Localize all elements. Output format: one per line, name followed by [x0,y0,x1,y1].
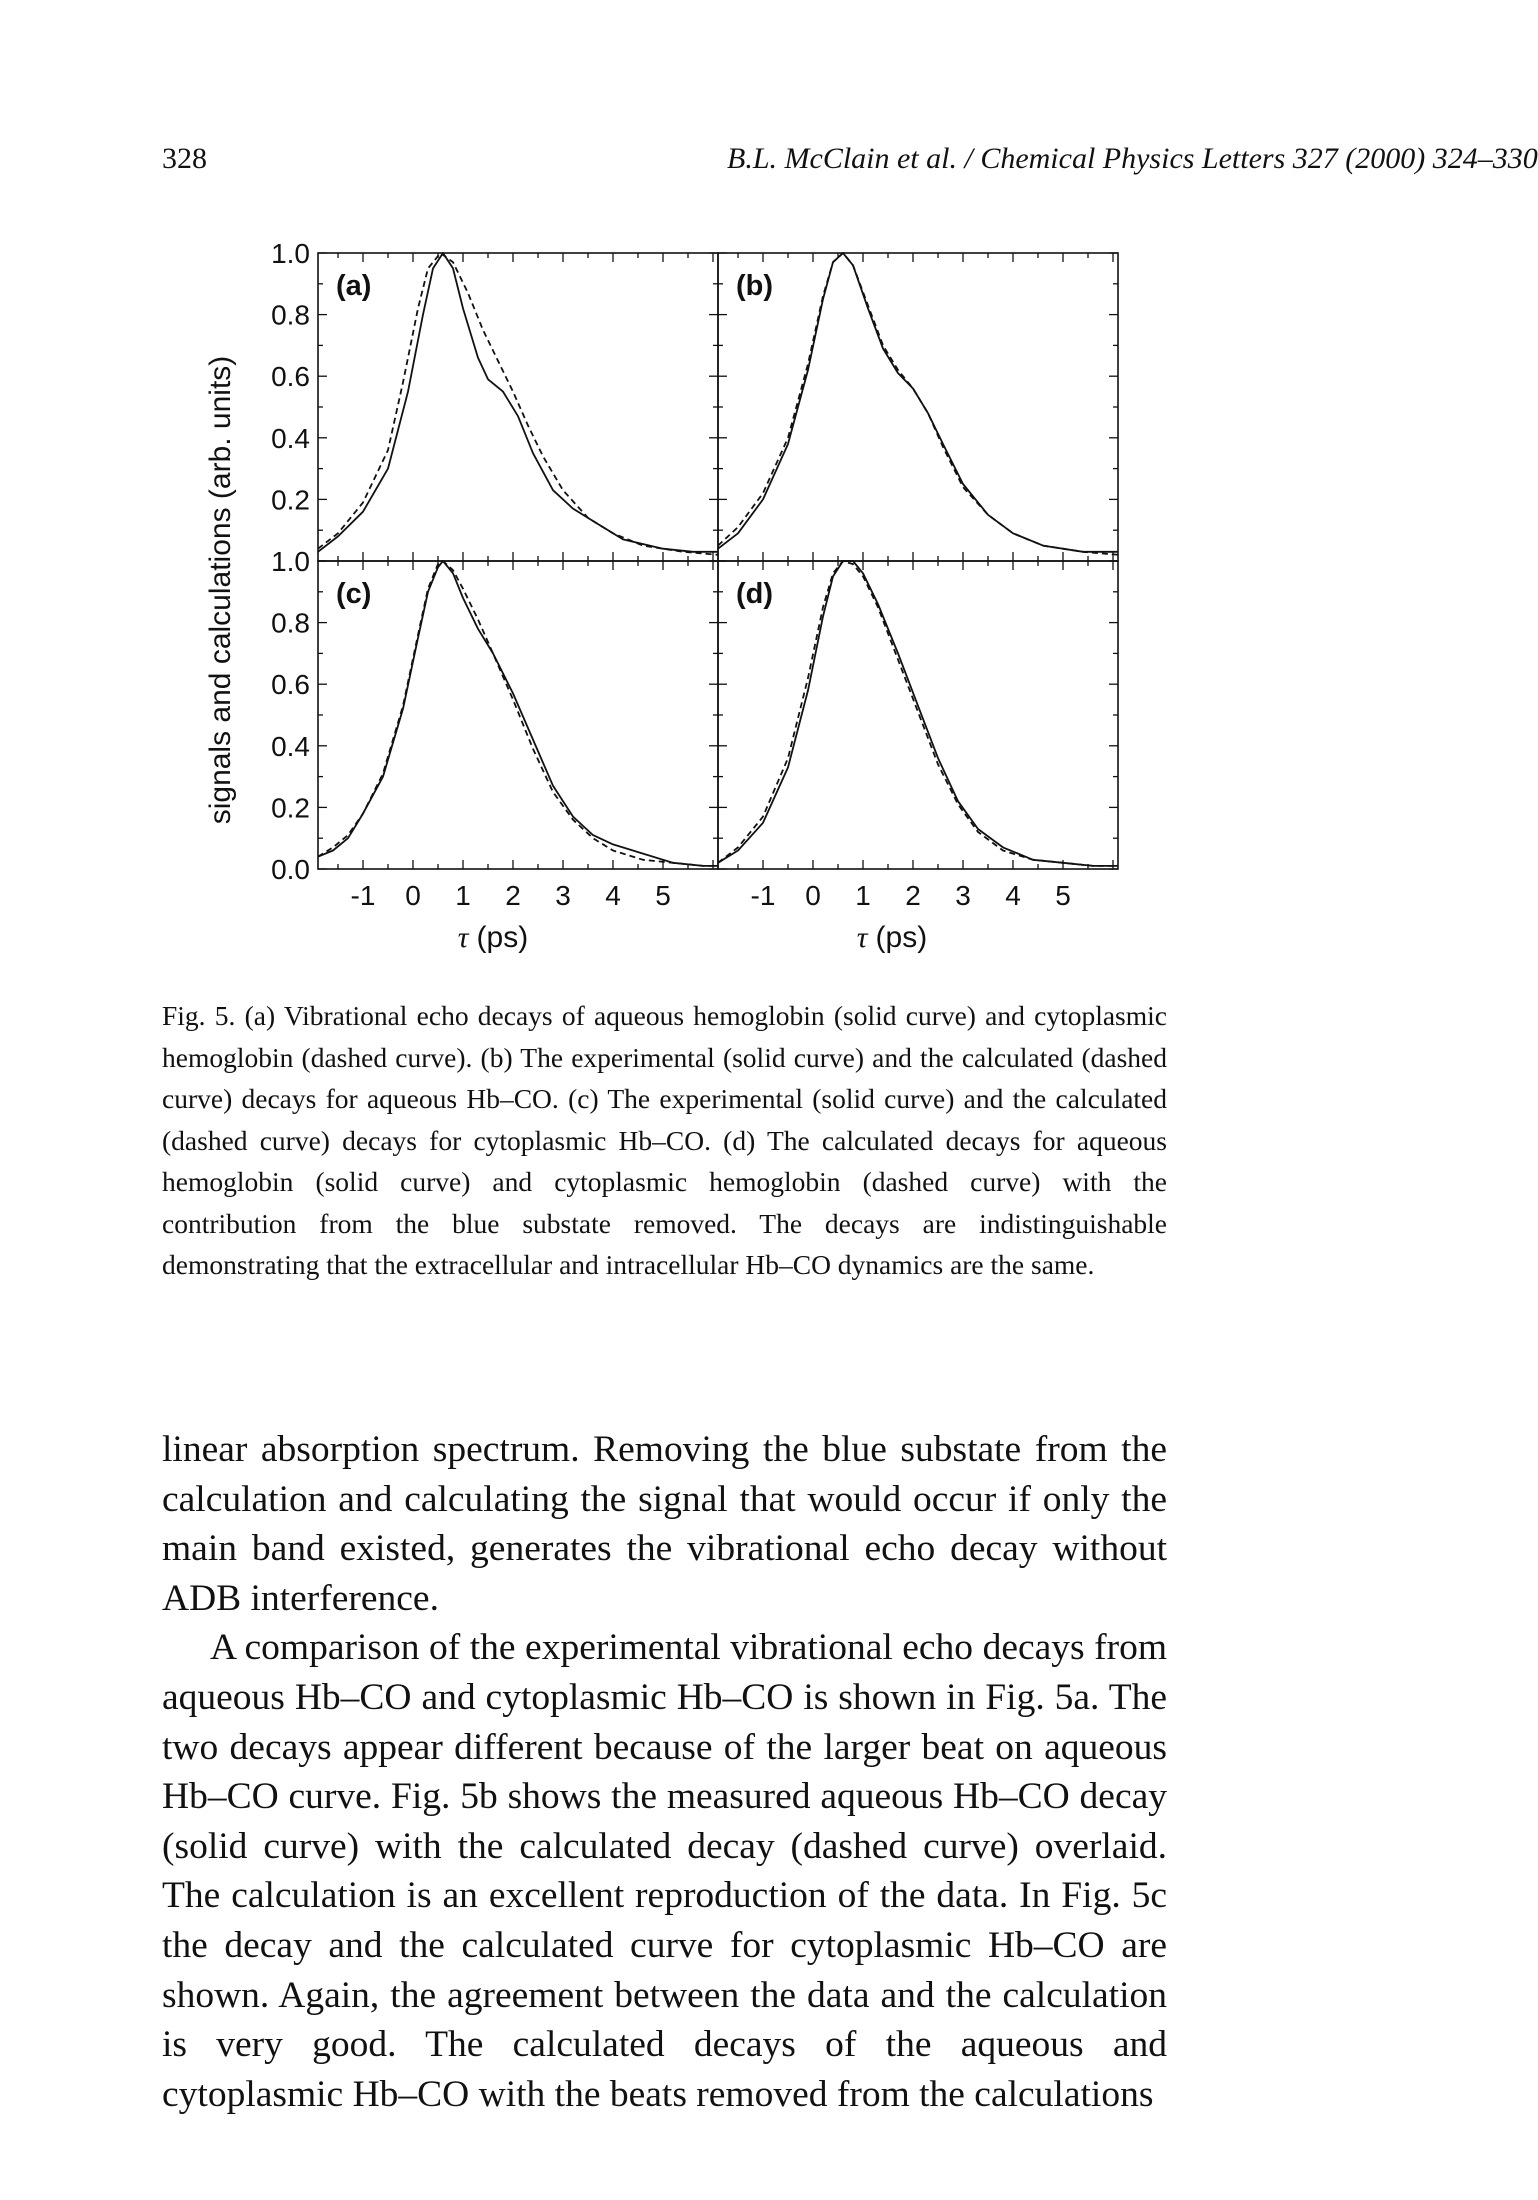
running-header [162,142,1538,182]
y-tick-label: 0.4 [271,422,310,454]
y-tick-label: 0.6 [271,361,310,393]
x-axis-label-right-symbol: τ [856,921,868,954]
y-axis-label: signals and calculations (arb. units) [204,355,237,825]
x-tick-label: 3 [555,880,571,911]
panel-b-dashed-curve [718,253,1118,555]
x-tick-label: 4 [605,880,621,911]
body-text [162,1425,1167,2119]
y-tick-label: 0.8 [271,299,310,331]
y-tick-label: 0.8 [271,607,310,639]
y-tick-label: 1.0 [271,546,310,577]
body-paragraph-1: linear absorption spectrum. Removing the blue substate from the calculation and calculating the signal that would occur if only the main band existed, generates the vibrational echo decay without ADB interference. [162,1429,1167,1619]
x-axis-label-right [857,921,927,954]
x-axis-label-left [458,921,528,954]
x-axis-label-right-unit: (ps) [875,921,928,954]
panel-d-frame [718,561,1118,869]
x-tick-label: 0 [405,880,421,911]
x-axis-label-left-symbol: τ [457,921,469,954]
x-tick-label: 5 [1055,880,1071,911]
panel-b-solid-curve [718,253,1118,552]
panel-b-frame [718,253,1118,561]
panel-a-dashed-curve [318,253,718,555]
running-title: B.L. McClain et al. / Chemical Physics Letters 327 (2000) 324–330 [727,142,1538,175]
x-tick-label: -1 [750,880,776,911]
figure-caption: Fig. 5. (a) Vibrational echo decays of aqueous hemoglobin (solid curve) and cytoplasmic hemoglobin (dashed curve). (b) The experimental (solid curve) and the calculated (dashed curve) decays for aqueous Hb–CO. (c) The experimental (solid curve) and the calculated (dashed curve) decays for cytoplasmic Hb–CO. (d) The calculated decays for aqueous hemoglobin (solid curve) and cytoplasmic hemoglobin (dashed curve) with the contribution from the blue substate removed. The decays are indistinguishable demonstrating that the extracellular and intracellular Hb–CO dynamics are the same. [162,1000,1167,1280]
x-tick-label: 3 [955,880,971,911]
x-tick-label: 2 [505,880,521,911]
y-tick-label: 0.0 [271,854,310,885]
x-tick-label: 4 [1005,880,1021,911]
y-tick-label: 0.6 [271,669,310,701]
panel-a-label: (a) [336,270,372,302]
y-tick-label: 0.2 [271,792,310,824]
y-tick-label: 0.2 [271,484,310,516]
panel-a-solid-curve [318,253,718,552]
x-tick-label: -1 [350,880,376,911]
figure-5 [190,235,1140,975]
x-tick-label: 2 [905,880,921,911]
x-tick-label: 0 [805,880,821,911]
figure-panels [271,238,1118,911]
panel-c-frame [318,561,718,869]
x-tick-label: 1 [855,880,871,911]
panel-d-dashed-curve [718,561,1118,866]
page-number: 328 [162,142,207,175]
x-axis-label-left-unit: (ps) [476,921,529,954]
panel-a-frame [318,253,718,561]
panel-c-dashed-curve [318,561,718,866]
y-tick-label: 0.4 [271,730,310,762]
panel-d-solid-curve [718,561,1118,866]
panel-b-label: (b) [736,270,774,302]
panel-d-label: (d) [736,578,774,610]
y-tick-label: 1.0 [271,238,310,269]
panel-c-label: (c) [336,578,372,610]
figure-5-svg [190,235,1140,975]
x-tick-label: 1 [455,880,471,911]
x-tick-label: 5 [655,880,671,911]
body-paragraph-2: A comparison of the experimental vibrational echo decays from aqueous Hb–CO and cytoplasmic Hb–CO is shown in Fig. 5a. The two decays appear different because of the larger beat on aqueous Hb–CO curve. Fig. 5b shows the measured aqueous Hb–CO decay (solid curve) with the calculated decay (dashed curve) overlaid. The calculation is an excellent reproduction of the data. In Fig. 5c the decay and the calculated curve for cytoplasmic Hb–CO are shown. Again, the agreement between the data and the calculation is very good. The calculated decays of the aqueous and cytoplasmic Hb–CO with the beats removed from the calculations [162,1627,1167,2115]
